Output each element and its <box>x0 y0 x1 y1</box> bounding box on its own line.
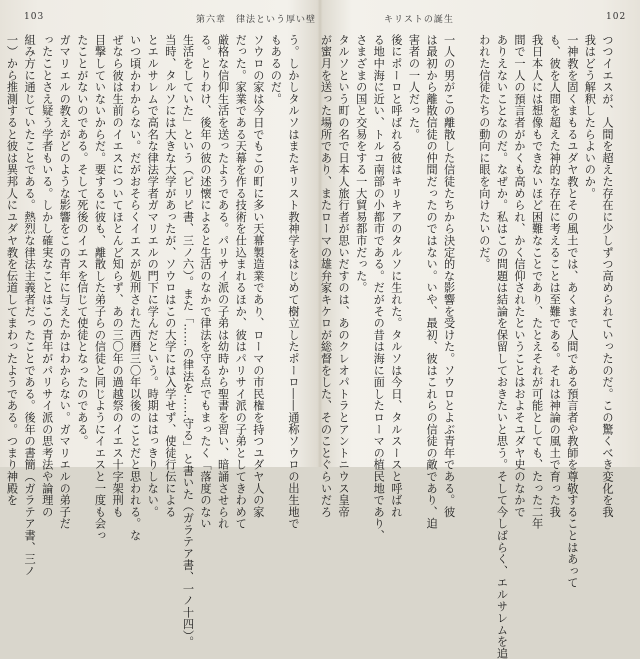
text-column: 組み方に通じていたことである。熱烈な律法主義者だったことである。後年の書簡（ガラテア書、三ノ <box>23 34 37 577</box>
text-column: る。とりわけ、後年の彼の述懐によると生活のなかで律法を守る点でもまったく「落度のない <box>199 34 213 530</box>
text-column: われた信徒たちの動向に眼を向けたいのだ。 <box>477 34 491 270</box>
right-page-body <box>319 34 616 659</box>
text-column: る地中海に近い、トルコ南部の小都市である。だがその昔は海に面したローマの植民地であり、 <box>372 34 386 542</box>
text-column: 当時、タルソには大きな大学があったが、ソウロはこの大学には入学せず、使徒行伝による <box>163 34 177 518</box>
text-column: ソウロの家は今日でもこの町に多い天幕製造業であり、ローマの市民権を持つユダヤ人の家 <box>251 34 265 518</box>
text-column: つつイエスが、人間を超えた存在に少しずつ高められていったのだ。この驚くべき変化を我 <box>601 34 614 518</box>
text-column: ったことさえ疑う学者もいる。しかし確実なことはこの青年がパリサイ派の思考法や論理の <box>40 34 54 518</box>
text-column: タルソという町の名で日本人旅行者が思いだすのは、あのクレオパトラとアントニウス皇帝 <box>337 34 351 518</box>
text-column <box>458 34 476 454</box>
text-column: とエルサレムで高名な律法学者ガマリエルの門下に学んだという。時期ははっきりしない。 <box>146 34 160 518</box>
running-header-title: キリストの誕生 <box>384 15 454 25</box>
text-column: 生活をしていた」という（ピリピ書、三ノ六）。また「……の律法を……守る」と書いた（ガラテア書、一ノ十四）。 <box>181 34 195 649</box>
text-column: 後にポーロと呼ばれる彼はキリキアのタルソに生れた。タルソは今日、タルスースと呼ばれ <box>389 34 403 518</box>
text-column: 厳格な信仰生活を送ったようである。パリサイ派の子弟は幼時から聖書を習い、暗誦させられ <box>216 34 230 530</box>
text-column: 一）から推測すると彼は異邦人にユダヤ教を伝道してまわったようである。つまり神殿を <box>5 34 19 506</box>
text-column: 一人の男がこの離散した信徒たちから決定的な影響を受けた。ソウロとよぶ青年である。彼 <box>442 34 456 518</box>
left-page-body <box>5 34 302 649</box>
text-column: ぜなら彼は生前のイエスについてほとんど知らず、あの三〇年の過越祭のイエス十字架刑も <box>111 34 125 518</box>
text-column: だった。家業である天幕を作る技術を仕込まれるほか、彼はパリサイ派の子弟としてきわめて <box>234 34 248 530</box>
running-header-title: 律法という厚い壁 <box>236 15 317 25</box>
text-column: もあるのだ。 <box>269 34 283 105</box>
running-header-chapter: 第六章 <box>196 15 227 25</box>
text-column: 我はどう解釈したらよいのか。 <box>583 34 597 200</box>
text-column: 目撃していないからだ。要するに彼も、離散した弟子らの信徒と同じようにイエスと一度も会っ <box>93 34 107 542</box>
text-column: いつ頃かわからない。だがおそらくイエスが処刑された西暦三〇年以後のことだと思われる。な <box>128 34 142 542</box>
page-number: 103 <box>24 12 45 22</box>
text-column: 害者の一人だった。 <box>407 34 421 141</box>
text-column: 間で一人の預言者がかくも高められ、かく信仰されたということはおよそユダヤ史のなかで <box>513 34 527 518</box>
text-column: ガマリエルの教えがどのような影響をこの青年に与えたかはわからない。ガマリエルの弟子だ <box>58 34 72 530</box>
text-column: たことがないのである。そして死後のイエスを信じて使徒となったのである。 <box>75 34 89 447</box>
right-page <box>319 0 640 659</box>
text-column: が蜜月を送った場所であり、またローマの雄弁家キケロが総督をした、そのことぐらいだろ <box>319 34 333 518</box>
text-column: さまざまの国と交易をする一大貿易都市だった。 <box>354 34 368 294</box>
text-column: 一神教を固くまもるユダヤ教とその風土では、あくまで人間である預言者や教師を尊敬することはあって <box>565 34 579 589</box>
text-column: は最初から離散信徒の仲間だったのではない。いや、最初、彼はこれらの信徒の敵であり、迫 <box>425 34 439 530</box>
text-column: ありえないことなのだ。なぜか。私はこの問題は結論を保留しておきたいと思う。そして今しばらく、エルサレムを追 <box>495 34 509 659</box>
text-column: う。しかしタルソはまたキリスト教神学をはじめて樹立したポーロ――通称ソウロの出生地で <box>287 34 300 530</box>
page-number: 102 <box>606 12 627 22</box>
text-column: 我日本人には想像もできないほど困難なことであり、たとえそれが可能としても、たった二年 <box>530 34 544 530</box>
text-column: も、彼を人間を超えた神的な存在に考えることは至難である。それは神論の風土で育った我 <box>548 34 562 518</box>
left-page <box>0 0 320 649</box>
